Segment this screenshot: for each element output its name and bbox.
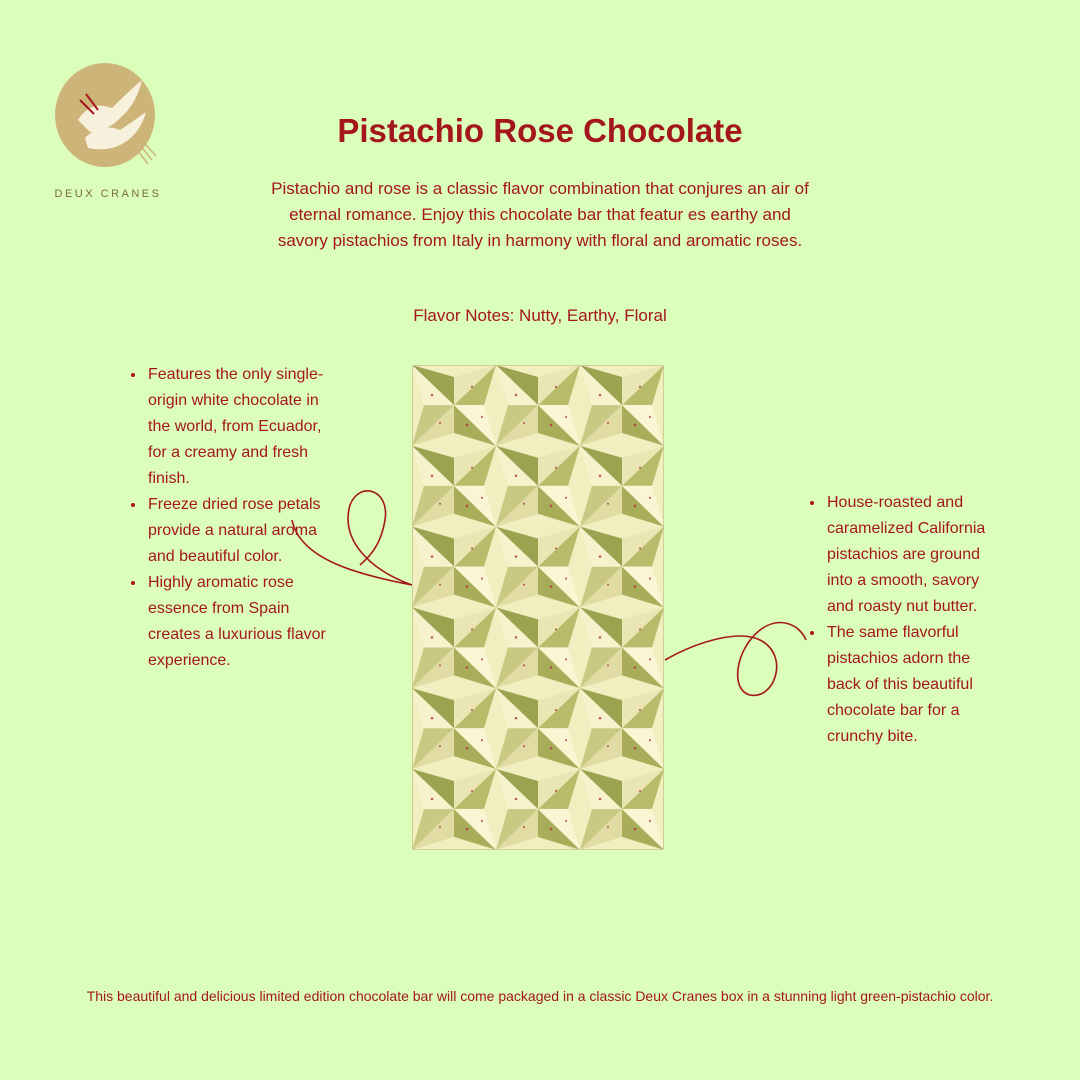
- intro-paragraph: Pistachio and rose is a classic flavor combination that conjures an air of eternal romance. Enjoy this chocolate bar that featur es earthy and savory pistachios from Italy in harmony with floral and aromatic roses.: [271, 179, 809, 250]
- footer-text: This beautiful and delicious limited edition chocolate bar will come packaged in a classic Deux Cranes box in a stunning light green-pistachio color.: [86, 988, 994, 1004]
- right-feature-list: [803, 490, 987, 750]
- left-feature-list: [124, 362, 326, 674]
- chocolate-bar-image: [412, 365, 664, 850]
- list-item: • Highly aromatic rose essence from Spain creates a luxurious flavor experience.: [146, 570, 326, 674]
- list-item: • Freeze dried rose petals provide a natural aroma and beautiful color.: [146, 492, 326, 570]
- page-title: Pistachio Rose Chocolate: [337, 112, 743, 149]
- brand-name: DEUX CRANES: [54, 188, 162, 200]
- list-item: • House-roasted and caramelized California pistachios are ground into a smooth, savory and roasty nut butter.: [825, 490, 987, 620]
- list-item: • Features the only single-origin white chocolate in the world, from Ecuador, for a creamy and fresh finish.: [146, 362, 326, 492]
- flavor-notes: Flavor Notes: Nutty, Earthy, Floral: [413, 306, 667, 325]
- list-item: • The same flavorful pistachios adorn the back of this beautiful chocolate bar for a crunchy bite.: [825, 620, 987, 750]
